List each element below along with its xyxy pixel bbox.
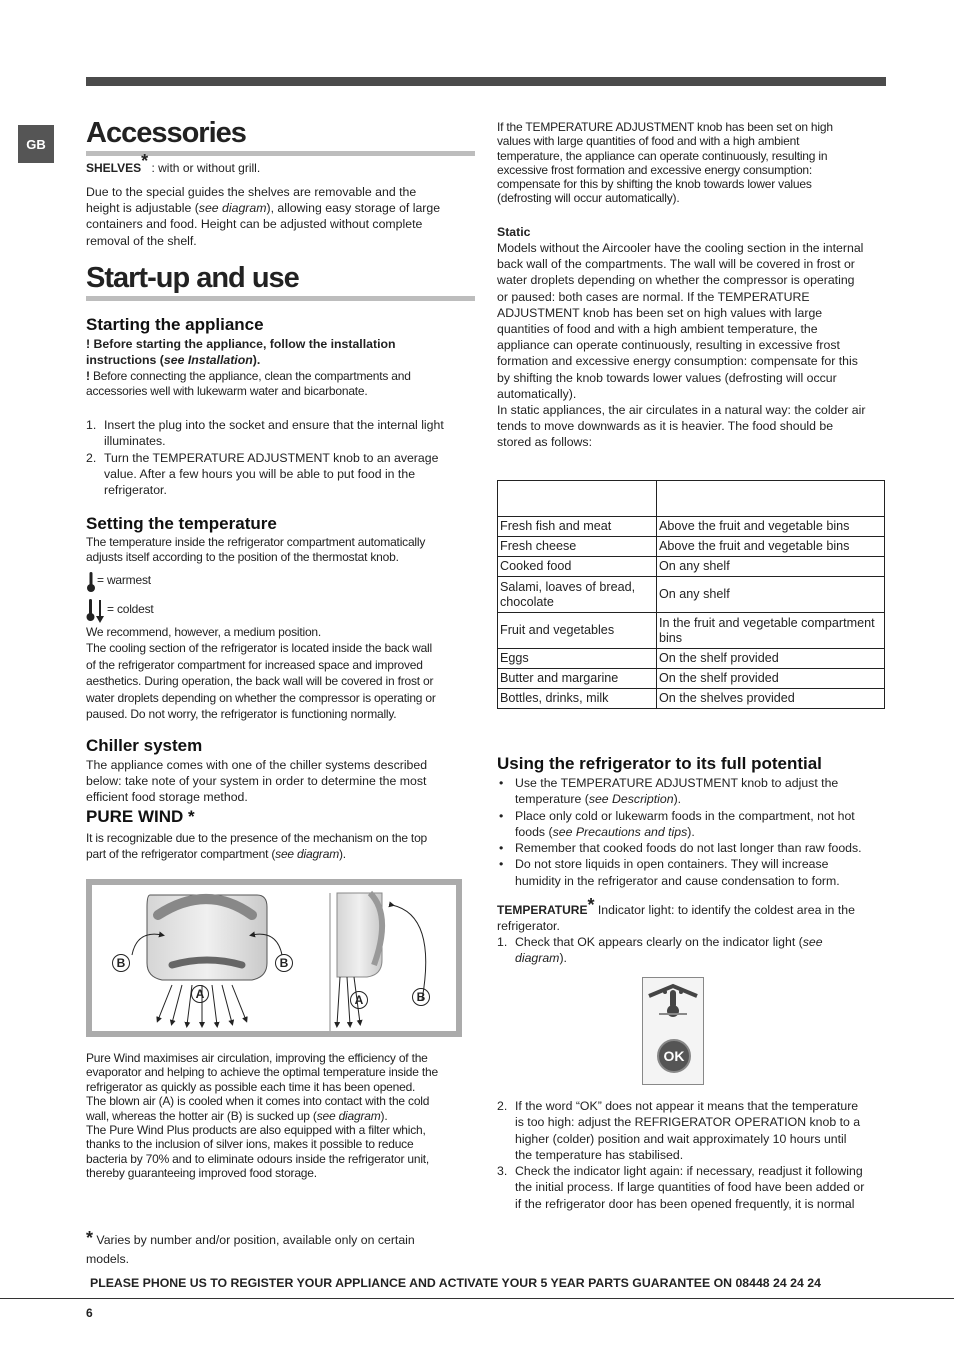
thermometer-warm-icon bbox=[86, 571, 96, 593]
text-line: (defrosting will occur automatically). bbox=[497, 191, 680, 206]
list-item bbox=[86, 417, 476, 450]
text-line: The cooling section of the refrigerator is located inside the back wall bbox=[86, 641, 432, 656]
label-b-left: B bbox=[112, 954, 130, 972]
text-line: is too high: adjust the REFRIGERATOR OPERATION knob to a bbox=[515, 1115, 861, 1130]
text-line: adjusts itself according to the position of the thermostat knob. bbox=[86, 549, 399, 564]
item-number: 1. bbox=[86, 418, 97, 432]
text-line: efficient food storage method. bbox=[86, 790, 248, 805]
text-line: appliance can operate continuously, resulting in excessive frost bbox=[497, 338, 840, 353]
shelves-line bbox=[86, 151, 261, 176]
text-span: Indicator light: to identify the coldest area in the bbox=[594, 903, 855, 917]
text-line bbox=[515, 950, 889, 966]
text-line bbox=[86, 846, 478, 862]
table-row bbox=[498, 613, 885, 649]
setting-paragraph bbox=[86, 535, 478, 564]
text-line: The blown air (A) is cooled when it comes into contact with the cold bbox=[86, 1094, 430, 1109]
text-span: ), allowing easy storage of large bbox=[266, 201, 441, 216]
label-b-right: B bbox=[275, 954, 293, 972]
text-line: models. bbox=[86, 1252, 130, 1266]
text-span: temperature ( bbox=[515, 792, 589, 807]
text-span: see Precautions and tips bbox=[552, 824, 688, 839]
startup-title: Start-up and use bbox=[86, 262, 299, 294]
text-line: In static appliances, the air circulates in a natural way: the colder air bbox=[497, 403, 866, 418]
title-rule bbox=[86, 296, 475, 301]
text-line: higher (colder) position and wait approximately 10 hours until bbox=[515, 1131, 847, 1146]
table-cell: On any shelf bbox=[657, 557, 885, 577]
footer-register-notice: PLEASE PHONE US TO REGISTER YOUR APPLIANCE AND ACTIVATE YOUR 5 YEAR PARTS GUARANTEE ON 08448 24 24 24 bbox=[90, 1276, 821, 1290]
text-line: automatically). bbox=[497, 386, 577, 401]
text-span: ). bbox=[559, 951, 567, 966]
text-span: ). bbox=[339, 847, 346, 861]
list-item bbox=[497, 775, 889, 808]
diagram-panel bbox=[92, 885, 456, 1031]
ok-indicator bbox=[642, 977, 704, 1085]
text-line: Due to the special guides the shelves are removable and the bbox=[86, 185, 417, 199]
shelves-label: SHELVES bbox=[86, 161, 142, 175]
text-line bbox=[515, 934, 889, 950]
table-cell: Above the fruit and vegetable bins bbox=[657, 517, 885, 537]
start-steps bbox=[86, 417, 476, 498]
item-number: 2. bbox=[497, 1099, 508, 1113]
text-span: Check that OK appears clearly on the indicator light ( bbox=[515, 935, 803, 949]
table-row bbox=[498, 557, 885, 577]
text-line: water droplets depending on whether the compressor is operating bbox=[497, 273, 855, 288]
shelves-text: : with or without grill. bbox=[148, 161, 261, 175]
text-line: If the word “OK” does not appear it means that the temperature bbox=[515, 1099, 859, 1113]
shelves-paragraph bbox=[86, 184, 476, 249]
text-span: part of the refrigerator compartment ( bbox=[86, 847, 276, 861]
text-span: ). bbox=[687, 824, 695, 839]
text-line: temperature, the appliance can operate continuously, resulting in bbox=[497, 148, 828, 163]
text-line: refrigerator as quickly as possible each time it has been opened. bbox=[86, 1079, 416, 1094]
static-paragraph bbox=[497, 240, 889, 451]
text-line: If the TEMPERATURE ADJUSTMENT knob has been set on high bbox=[497, 120, 833, 134]
text-span: Varies by number and/or position, available only on certain bbox=[93, 1233, 415, 1247]
using-heading: Using the refrigerator to its full potential bbox=[497, 754, 822, 773]
text-line: removal of the shelf. bbox=[86, 233, 197, 248]
asterisk: * bbox=[141, 151, 149, 171]
purewind-heading: PURE WIND * bbox=[86, 807, 195, 826]
chiller-paragraph bbox=[86, 757, 478, 806]
list-item bbox=[497, 1098, 889, 1163]
text-line: aesthetics. During operation, the back wall will be covered in frost or bbox=[86, 674, 434, 689]
text-line: Remember that cooked foods do not last longer than raw foods. bbox=[515, 841, 862, 856]
list-item bbox=[497, 808, 889, 841]
text-line: Pure Wind maximises air circulation, improving the efficiency of the bbox=[86, 1051, 428, 1065]
text-line: evaporator and helping to achieve the optimal temperature inside the bbox=[86, 1065, 438, 1080]
table-cell: In the fruit and vegetable compartment bins bbox=[657, 613, 885, 649]
text-span: see diagram bbox=[275, 847, 339, 861]
item-number: 1. bbox=[497, 935, 508, 949]
table-row bbox=[498, 689, 885, 709]
table-cell: Bottles, drinks, milk bbox=[498, 689, 657, 709]
text-line: It is recognizable due to the presence of the mechanism on the top bbox=[86, 831, 428, 845]
text-line: Models without the Aircooler have the cooling section in the internal bbox=[497, 241, 864, 255]
asterisk: * bbox=[587, 895, 595, 915]
label-a: A bbox=[191, 985, 209, 1003]
ok-badge: OK bbox=[657, 1039, 691, 1073]
text-line: excessive frost formation and excessive energy consumption: bbox=[497, 162, 813, 177]
table-cell: On the shelves provided bbox=[657, 689, 885, 709]
text-line: below: take note of your system in order to determine the most bbox=[86, 774, 427, 789]
starting-heading: Starting the appliance bbox=[86, 315, 264, 334]
text-line: value. After a few hours you will be able to put food in the bbox=[104, 466, 416, 481]
indicator-steps-2 bbox=[497, 1098, 889, 1212]
text-line: thereby guaranteeing improved food storage. bbox=[86, 1166, 317, 1181]
text-line: The appliance comes with one of the chiller systems described bbox=[86, 758, 428, 772]
text-span: see Description bbox=[588, 792, 674, 807]
text-line: by shifting the knob towards lower values (defrosting will occur bbox=[497, 370, 837, 385]
item-number: 2. bbox=[86, 450, 97, 465]
text-line bbox=[515, 824, 889, 840]
bullet: • bbox=[499, 808, 504, 823]
table-cell: On the shelf provided bbox=[657, 649, 885, 669]
text-line: Place only cold or lukewarm foods in the compartment, not hot bbox=[515, 808, 855, 823]
table-row bbox=[498, 537, 885, 557]
purewind-diagram bbox=[86, 879, 462, 1037]
text-span: ). bbox=[252, 353, 261, 368]
usage-tips bbox=[497, 775, 889, 889]
text-line: water droplets depending on whether the compressor is operating or bbox=[86, 690, 436, 705]
table-row bbox=[498, 649, 885, 669]
label-a-side: A bbox=[350, 991, 368, 1009]
text-line: refrigerator. bbox=[104, 483, 167, 498]
asterisk: * bbox=[86, 1228, 94, 1248]
page-number: 6 bbox=[86, 1306, 93, 1320]
warmest-label: = warmest bbox=[97, 573, 151, 587]
top-bar bbox=[86, 77, 886, 86]
temperature-indicator-text-2: refrigerator. bbox=[497, 919, 560, 933]
text-line: Use the TEMPERATURE ADJUSTMENT knob to adjust the bbox=[515, 776, 839, 790]
footnote bbox=[86, 1229, 478, 1269]
table-cell: Above the fruit and vegetable bins bbox=[657, 537, 885, 557]
static-heading: Static bbox=[497, 225, 531, 239]
text-line: bacteria by 70% and to eliminate odours inside the refrigerator unit, bbox=[86, 1151, 430, 1166]
table-row bbox=[498, 577, 885, 613]
table-row bbox=[498, 669, 885, 689]
list-item bbox=[497, 934, 889, 967]
table-cell: Fresh cheese bbox=[498, 537, 657, 557]
text-line: back wall of the compartments. The wall will be covered in frost or bbox=[497, 257, 855, 272]
purewind-paragraph bbox=[86, 830, 478, 862]
list-item bbox=[86, 450, 476, 499]
thermometer-indicator-icon bbox=[643, 978, 703, 1028]
setting-heading: Setting the temperature bbox=[86, 514, 277, 533]
text-line: the initial process. If large quantities of food have been added or bbox=[515, 1180, 865, 1195]
text-line: paused. Do not worry, the refrigerator is functioning normally. bbox=[86, 707, 397, 722]
temperature-indicator-text bbox=[497, 894, 889, 921]
text-line: The Pure Wind Plus products are also equipped with a filter which, bbox=[86, 1123, 426, 1138]
text-span: TEMPERATURE bbox=[497, 903, 588, 917]
text-line bbox=[86, 369, 411, 384]
cooling-paragraph bbox=[86, 624, 478, 722]
text-span: instructions ( bbox=[86, 353, 164, 368]
list-item bbox=[497, 1163, 889, 1212]
text-line: humidity in the refrigerator and cause condensation to form. bbox=[515, 873, 840, 888]
table-cell bbox=[498, 481, 657, 517]
text-line: of the refrigerator compartment for increased space and improved bbox=[86, 657, 423, 672]
table-header-row bbox=[498, 481, 885, 517]
warning-clean bbox=[86, 369, 411, 398]
chiller-heading: Chiller system bbox=[86, 736, 203, 755]
text-line: Turn the TEMPERATURE ADJUSTMENT knob to an average bbox=[104, 450, 439, 465]
text-line: wall, whereas the hotter air (B) is sucked up (see diagram). bbox=[86, 1108, 388, 1123]
text-line: Check the indicator light again: if necessary, readjust it following bbox=[515, 1164, 863, 1179]
table-row bbox=[498, 517, 885, 537]
text-line bbox=[497, 894, 889, 921]
text-span: see diagram bbox=[198, 201, 267, 216]
label-b-side: B bbox=[412, 988, 430, 1006]
thermometer-cold-icon bbox=[86, 598, 106, 624]
list-item bbox=[497, 840, 889, 856]
text-line: if the refrigerator door has been opened frequently, it is normal bbox=[515, 1196, 855, 1211]
text-line: compensate for this by shifting the knob towards lower values bbox=[497, 177, 812, 192]
accessories-title: Accessories bbox=[86, 117, 246, 149]
table-cell: Fresh fish and meat bbox=[498, 517, 657, 537]
item-number: 3. bbox=[497, 1164, 508, 1179]
text-line: ADJUSTMENT knob has been set on high values with large bbox=[497, 305, 823, 320]
bullet: • bbox=[499, 857, 504, 872]
text-line: or paused: both cases are normal. If the TEMPERATURE bbox=[497, 289, 810, 304]
text-line: containers and food. Height can be adjusted without complete bbox=[86, 217, 423, 232]
bullet: • bbox=[499, 841, 504, 856]
text-line: illuminates. bbox=[104, 434, 166, 449]
text-span: diagram bbox=[515, 951, 560, 966]
food-storage-table bbox=[497, 480, 885, 709]
table-cell: Cooked food bbox=[498, 557, 657, 577]
text-span: see Installation bbox=[163, 353, 253, 368]
text-line: accessories well with lukewarm water and bicarbonate. bbox=[86, 383, 368, 398]
text-span: Before connecting the appliance, clean the compartments and bbox=[92, 369, 411, 383]
text-line: tends to move downwards as it is heavier. The food should be bbox=[497, 419, 834, 434]
text-line bbox=[515, 791, 889, 807]
table-cell bbox=[657, 481, 885, 517]
text-line: the temperature has stabilised. bbox=[515, 1147, 684, 1162]
text-span: see bbox=[802, 935, 823, 949]
airflow-diagram bbox=[92, 885, 456, 1031]
text-line: ! Before starting the appliance, follow the installation bbox=[86, 337, 396, 351]
list-item bbox=[497, 856, 889, 889]
table-cell: Butter and margarine bbox=[498, 669, 657, 689]
table-cell: On the shelf provided bbox=[657, 669, 885, 689]
text-line: The temperature inside the refrigerator compartment automatically bbox=[86, 535, 426, 549]
warning-install bbox=[86, 336, 396, 368]
purewind-description bbox=[86, 1051, 478, 1181]
text-span: foods ( bbox=[515, 824, 553, 839]
footer-rule bbox=[0, 1298, 954, 1299]
text-line: values with large quantities of food and with a high ambient bbox=[497, 134, 800, 149]
text-line: stored as follows: bbox=[497, 435, 593, 450]
language-tab: GB bbox=[18, 125, 54, 163]
text-line: quantities of food and with a high ambient temperature, the bbox=[497, 322, 818, 337]
text-line: Insert the plug into the socket and ensure that the internal light bbox=[104, 418, 444, 432]
text-span: ). bbox=[673, 792, 682, 807]
intro-paragraph bbox=[497, 120, 889, 206]
bullet: • bbox=[499, 776, 504, 790]
text-line bbox=[86, 200, 476, 216]
table-cell: Salami, loaves of bread, chocolate bbox=[498, 577, 657, 613]
text-line bbox=[86, 1229, 478, 1250]
text-line: Do not store liquids in open containers. They will increase bbox=[515, 857, 829, 872]
text-span: height is adjustable ( bbox=[86, 201, 199, 216]
table-cell: On any shelf bbox=[657, 577, 885, 613]
text-line: thanks to the inclusion of silver ions, makes it possible to reduce bbox=[86, 1137, 414, 1152]
text-span: ! bbox=[86, 369, 93, 383]
coldest-label: = coldest bbox=[107, 602, 154, 616]
table-cell: Eggs bbox=[498, 649, 657, 669]
text-line bbox=[86, 352, 396, 368]
text-line: formation and excessive energy consumption: compensate for this bbox=[497, 354, 858, 369]
indicator-steps-1 bbox=[497, 934, 889, 967]
table-cell: Fruit and vegetables bbox=[498, 613, 657, 649]
text-line: We recommend, however, a medium position. bbox=[86, 625, 322, 639]
